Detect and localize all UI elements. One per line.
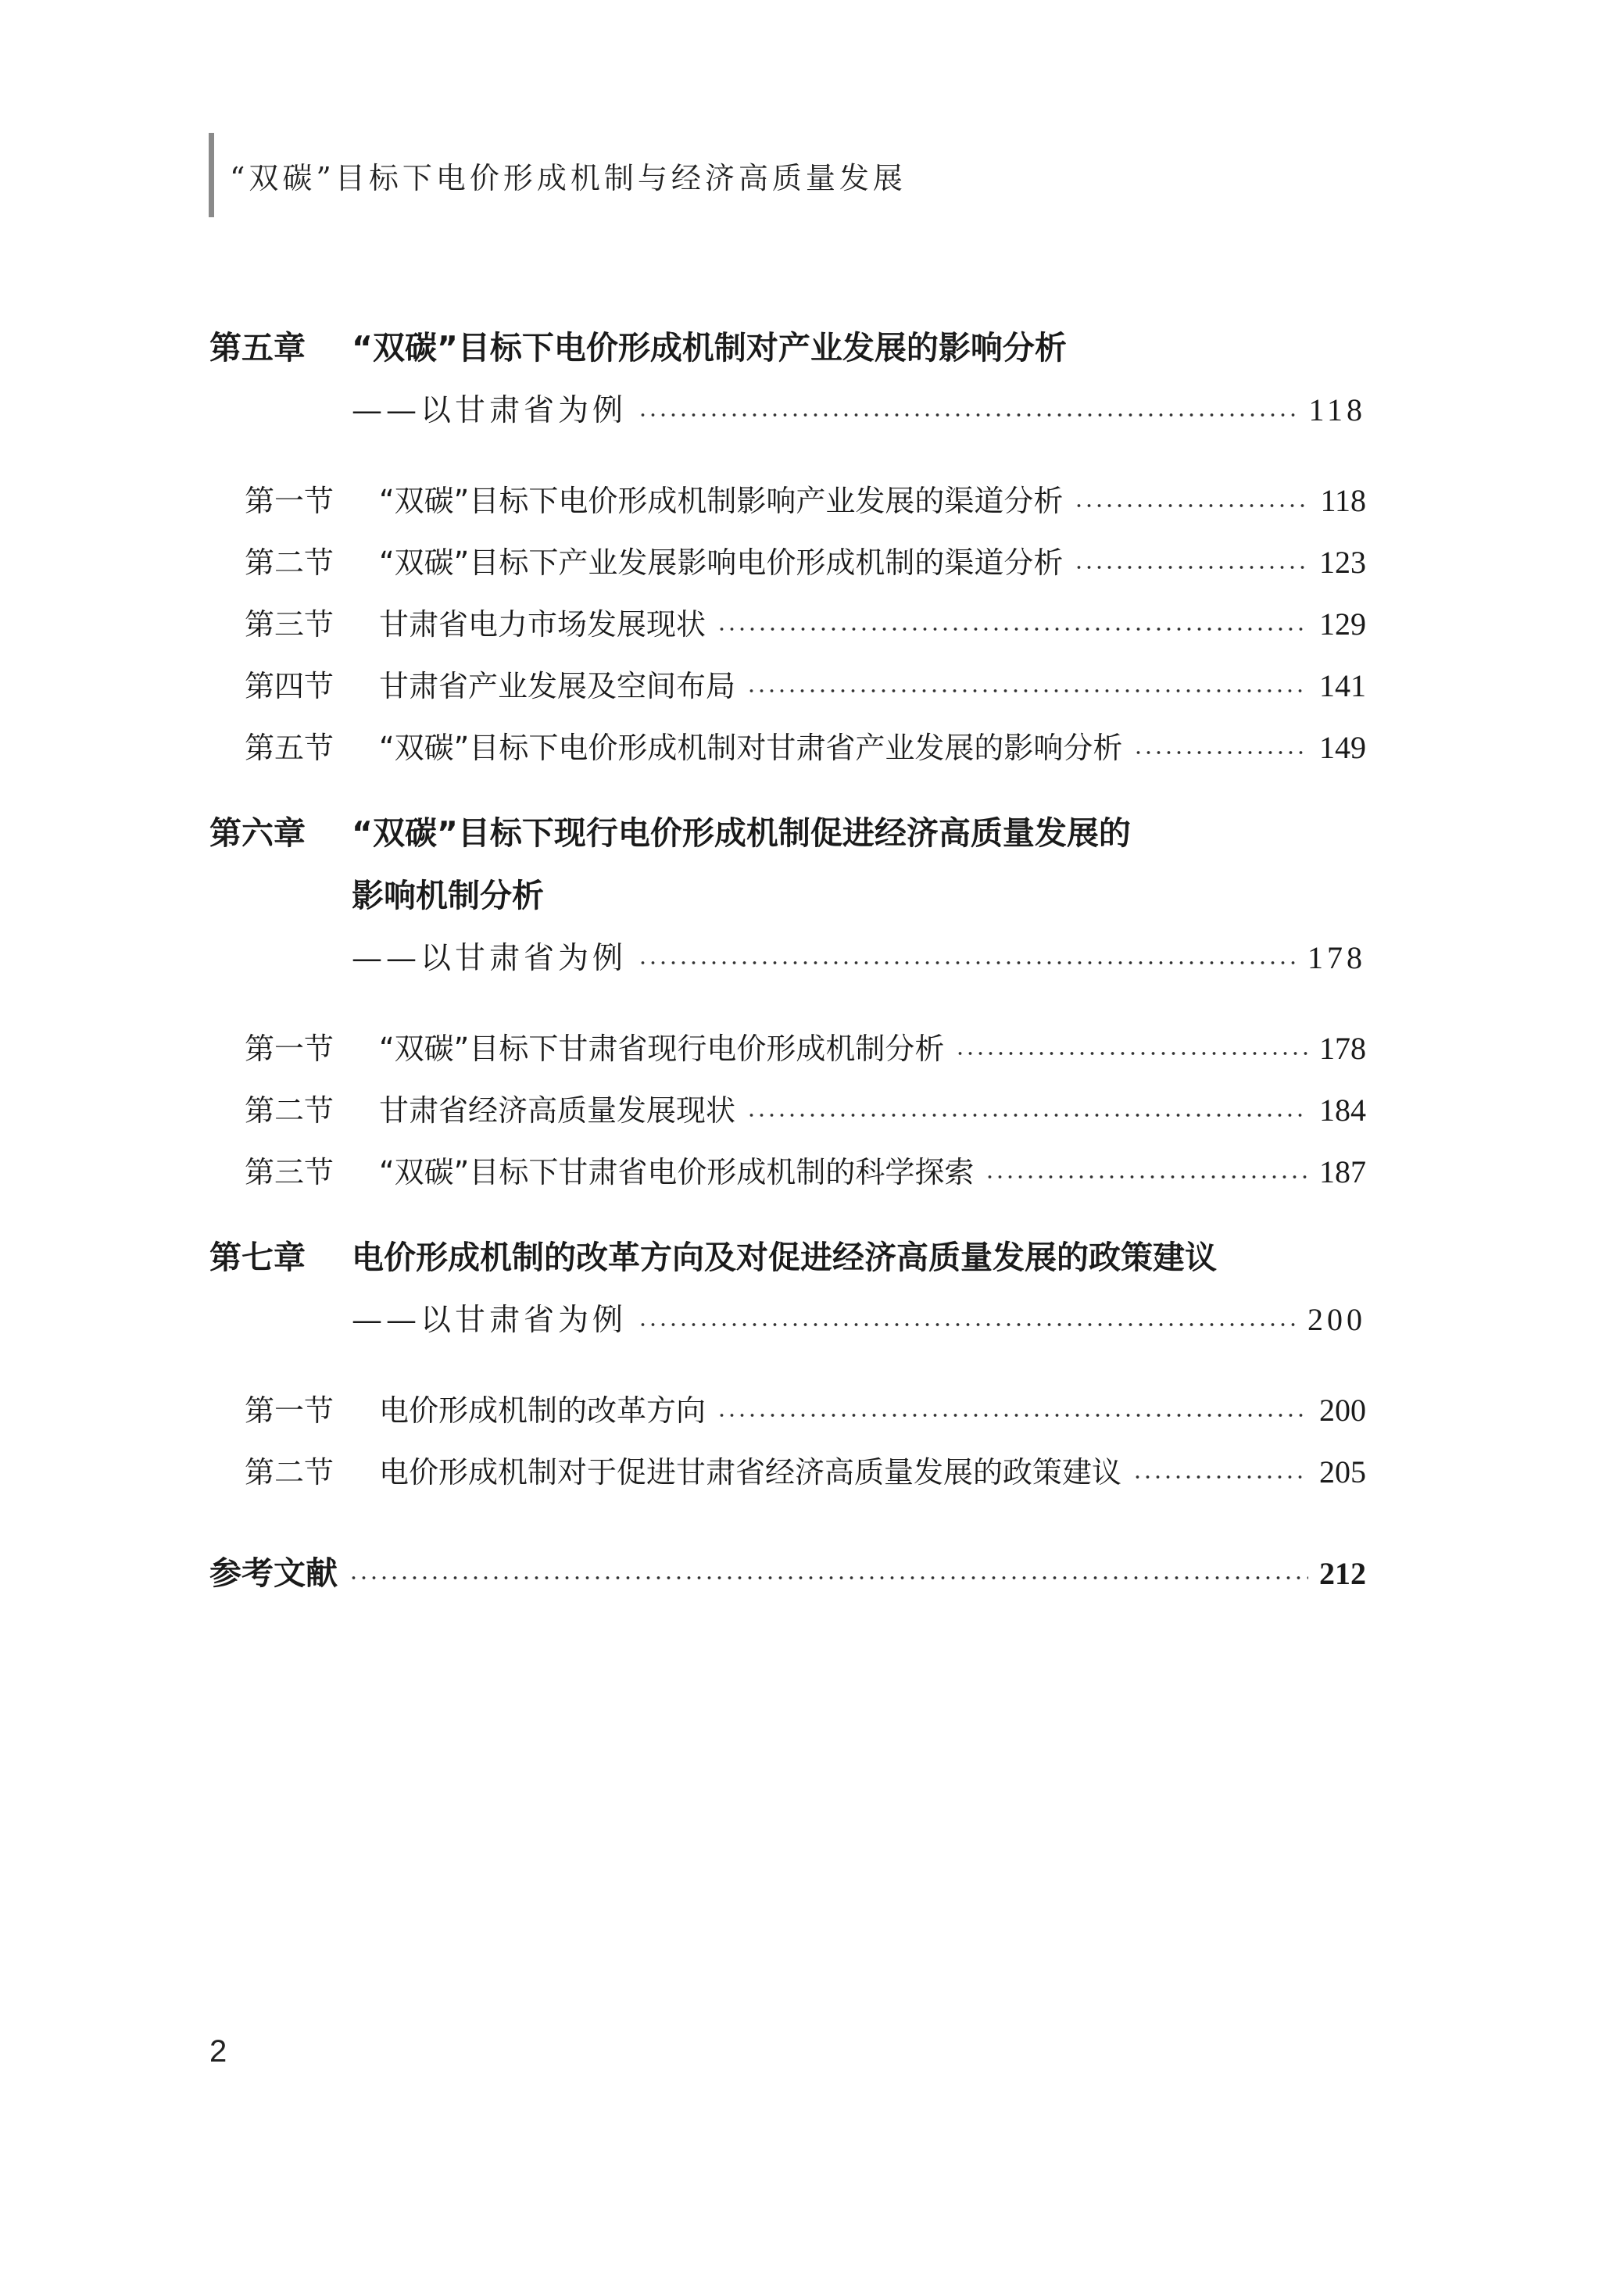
dot-leader xyxy=(349,1575,1308,1581)
page-number: 200 xyxy=(1319,1393,1366,1428)
running-head-title: “双碳”目标下电价形成机制与经济高质量发展 xyxy=(230,160,907,195)
section-title: 甘肃省产业发展及空间布局 xyxy=(379,669,736,703)
section-title: “双碳”目标下产业发展影响电价形成机制的渠道分析 xyxy=(379,545,1064,580)
page-number: 212 xyxy=(1319,1556,1366,1591)
dot-leader xyxy=(1074,502,1308,509)
table-of-contents xyxy=(209,317,1366,1604)
page-number: 129 xyxy=(1319,606,1366,642)
references-title: 参考文献 xyxy=(209,1554,338,1592)
page-number: 184 xyxy=(1319,1093,1366,1128)
section-number: 第一节 xyxy=(245,1393,334,1428)
chapter-number: 第七章 xyxy=(209,1239,306,1276)
toc-entry-section[interactable] xyxy=(209,1379,1366,1441)
page-number: 178 xyxy=(1307,940,1366,975)
section-title: “双碳”目标下甘肃省现行电价形成机制分析 xyxy=(379,1032,945,1066)
section-number: 第二节 xyxy=(245,1455,334,1490)
page-number: 149 xyxy=(1319,730,1366,765)
page-number: 123 xyxy=(1319,545,1366,580)
page-number: 178 xyxy=(1319,1031,1366,1066)
dot-leader xyxy=(746,688,1308,694)
chapter-title-text: “双碳”目标下现行电价形成机制促进经济高质量发展的 xyxy=(352,814,1131,852)
toc-entry-section[interactable] xyxy=(209,717,1366,778)
toc-entry-section[interactable] xyxy=(209,470,1366,531)
dot-leader xyxy=(1133,749,1308,756)
running-head xyxy=(209,133,907,217)
toc-entry-section[interactable] xyxy=(209,1079,1366,1141)
section-number: 第五节 xyxy=(245,731,334,765)
section-number: 第三节 xyxy=(245,1155,334,1189)
toc-entry-section[interactable] xyxy=(209,1017,1366,1079)
dot-leader xyxy=(746,1112,1308,1118)
dot-leader xyxy=(638,412,1297,418)
chapter-title-continued[interactable] xyxy=(209,864,1366,927)
chapter-number: 第六章 xyxy=(209,814,306,852)
chapter-title-text: 电价形成机制的改革方向及对促进经济高质量发展的政策建议 xyxy=(352,1239,1217,1276)
toc-entry-section[interactable] xyxy=(209,1141,1366,1203)
section-title: “双碳”目标下电价形成机制影响产业发展的渠道分析 xyxy=(379,484,1064,518)
chapter-subtitle-row[interactable] xyxy=(209,1289,1366,1351)
section-title: “双碳”目标下电价形成机制对甘肃省产业发展的影响分析 xyxy=(379,731,1123,765)
dot-leader xyxy=(638,960,1297,966)
chapter-7 xyxy=(209,1226,1366,1503)
toc-entry-section[interactable] xyxy=(209,1441,1366,1503)
chapter-title[interactable] xyxy=(209,317,1366,379)
chapter-6 xyxy=(209,802,1366,1203)
chapter-number: 第五章 xyxy=(209,329,306,367)
section-title: 甘肃省电力市场发展现状 xyxy=(379,607,706,642)
page-number: 118 xyxy=(1320,483,1366,518)
page-number: 141 xyxy=(1319,668,1366,703)
dot-leader xyxy=(717,626,1308,632)
chapter-title-text: “双碳”目标下电价形成机制对产业发展的影响分析 xyxy=(352,329,1067,367)
page-folio: 2 xyxy=(209,2034,227,2069)
section-number: 第一节 xyxy=(245,484,334,518)
dot-leader xyxy=(955,1050,1308,1057)
chapter-subtitle-row[interactable] xyxy=(209,927,1366,989)
section-number: 第四节 xyxy=(245,669,334,703)
dot-leader xyxy=(638,1321,1297,1328)
section-number: 第二节 xyxy=(245,1093,334,1128)
section-title: “双碳”目标下甘肃省电价形成机制的科学探索 xyxy=(379,1155,975,1189)
toc-entry-section[interactable] xyxy=(209,593,1366,655)
page-number: 118 xyxy=(1308,392,1366,427)
section-title: 电价形成机制对于促进甘肃省经济高质量发展的政策建议 xyxy=(379,1455,1122,1490)
chapter-5 xyxy=(209,317,1366,778)
page-number: 200 xyxy=(1307,1302,1366,1337)
dot-leader xyxy=(985,1174,1308,1180)
dot-leader xyxy=(717,1412,1308,1418)
section-number: 第一节 xyxy=(245,1032,334,1066)
chapter-title-text: 影响机制分析 xyxy=(352,877,544,914)
chapter-subtitle: ——以甘肃省为例 xyxy=(352,1303,628,1338)
chapter-title[interactable] xyxy=(209,802,1366,864)
dot-leader xyxy=(1074,564,1308,570)
toc-entry-references[interactable] xyxy=(209,1542,1366,1604)
chapter-subtitle-row[interactable] xyxy=(209,379,1366,442)
toc-entry-section[interactable] xyxy=(209,531,1366,593)
chapter-subtitle: ——以甘肃省为例 xyxy=(352,941,628,976)
chapter-title[interactable] xyxy=(209,1226,1366,1289)
chapter-subtitle: ——以甘肃省为例 xyxy=(352,393,628,428)
toc-entry-section[interactable] xyxy=(209,655,1366,717)
section-title: 甘肃省经济高质量发展现状 xyxy=(379,1093,736,1128)
section-number: 第二节 xyxy=(245,545,334,580)
section-number: 第三节 xyxy=(245,607,334,642)
section-title: 电价形成机制的改革方向 xyxy=(379,1393,706,1428)
page-number: 205 xyxy=(1319,1454,1366,1490)
page-number: 187 xyxy=(1319,1154,1366,1189)
dot-leader xyxy=(1132,1474,1308,1480)
